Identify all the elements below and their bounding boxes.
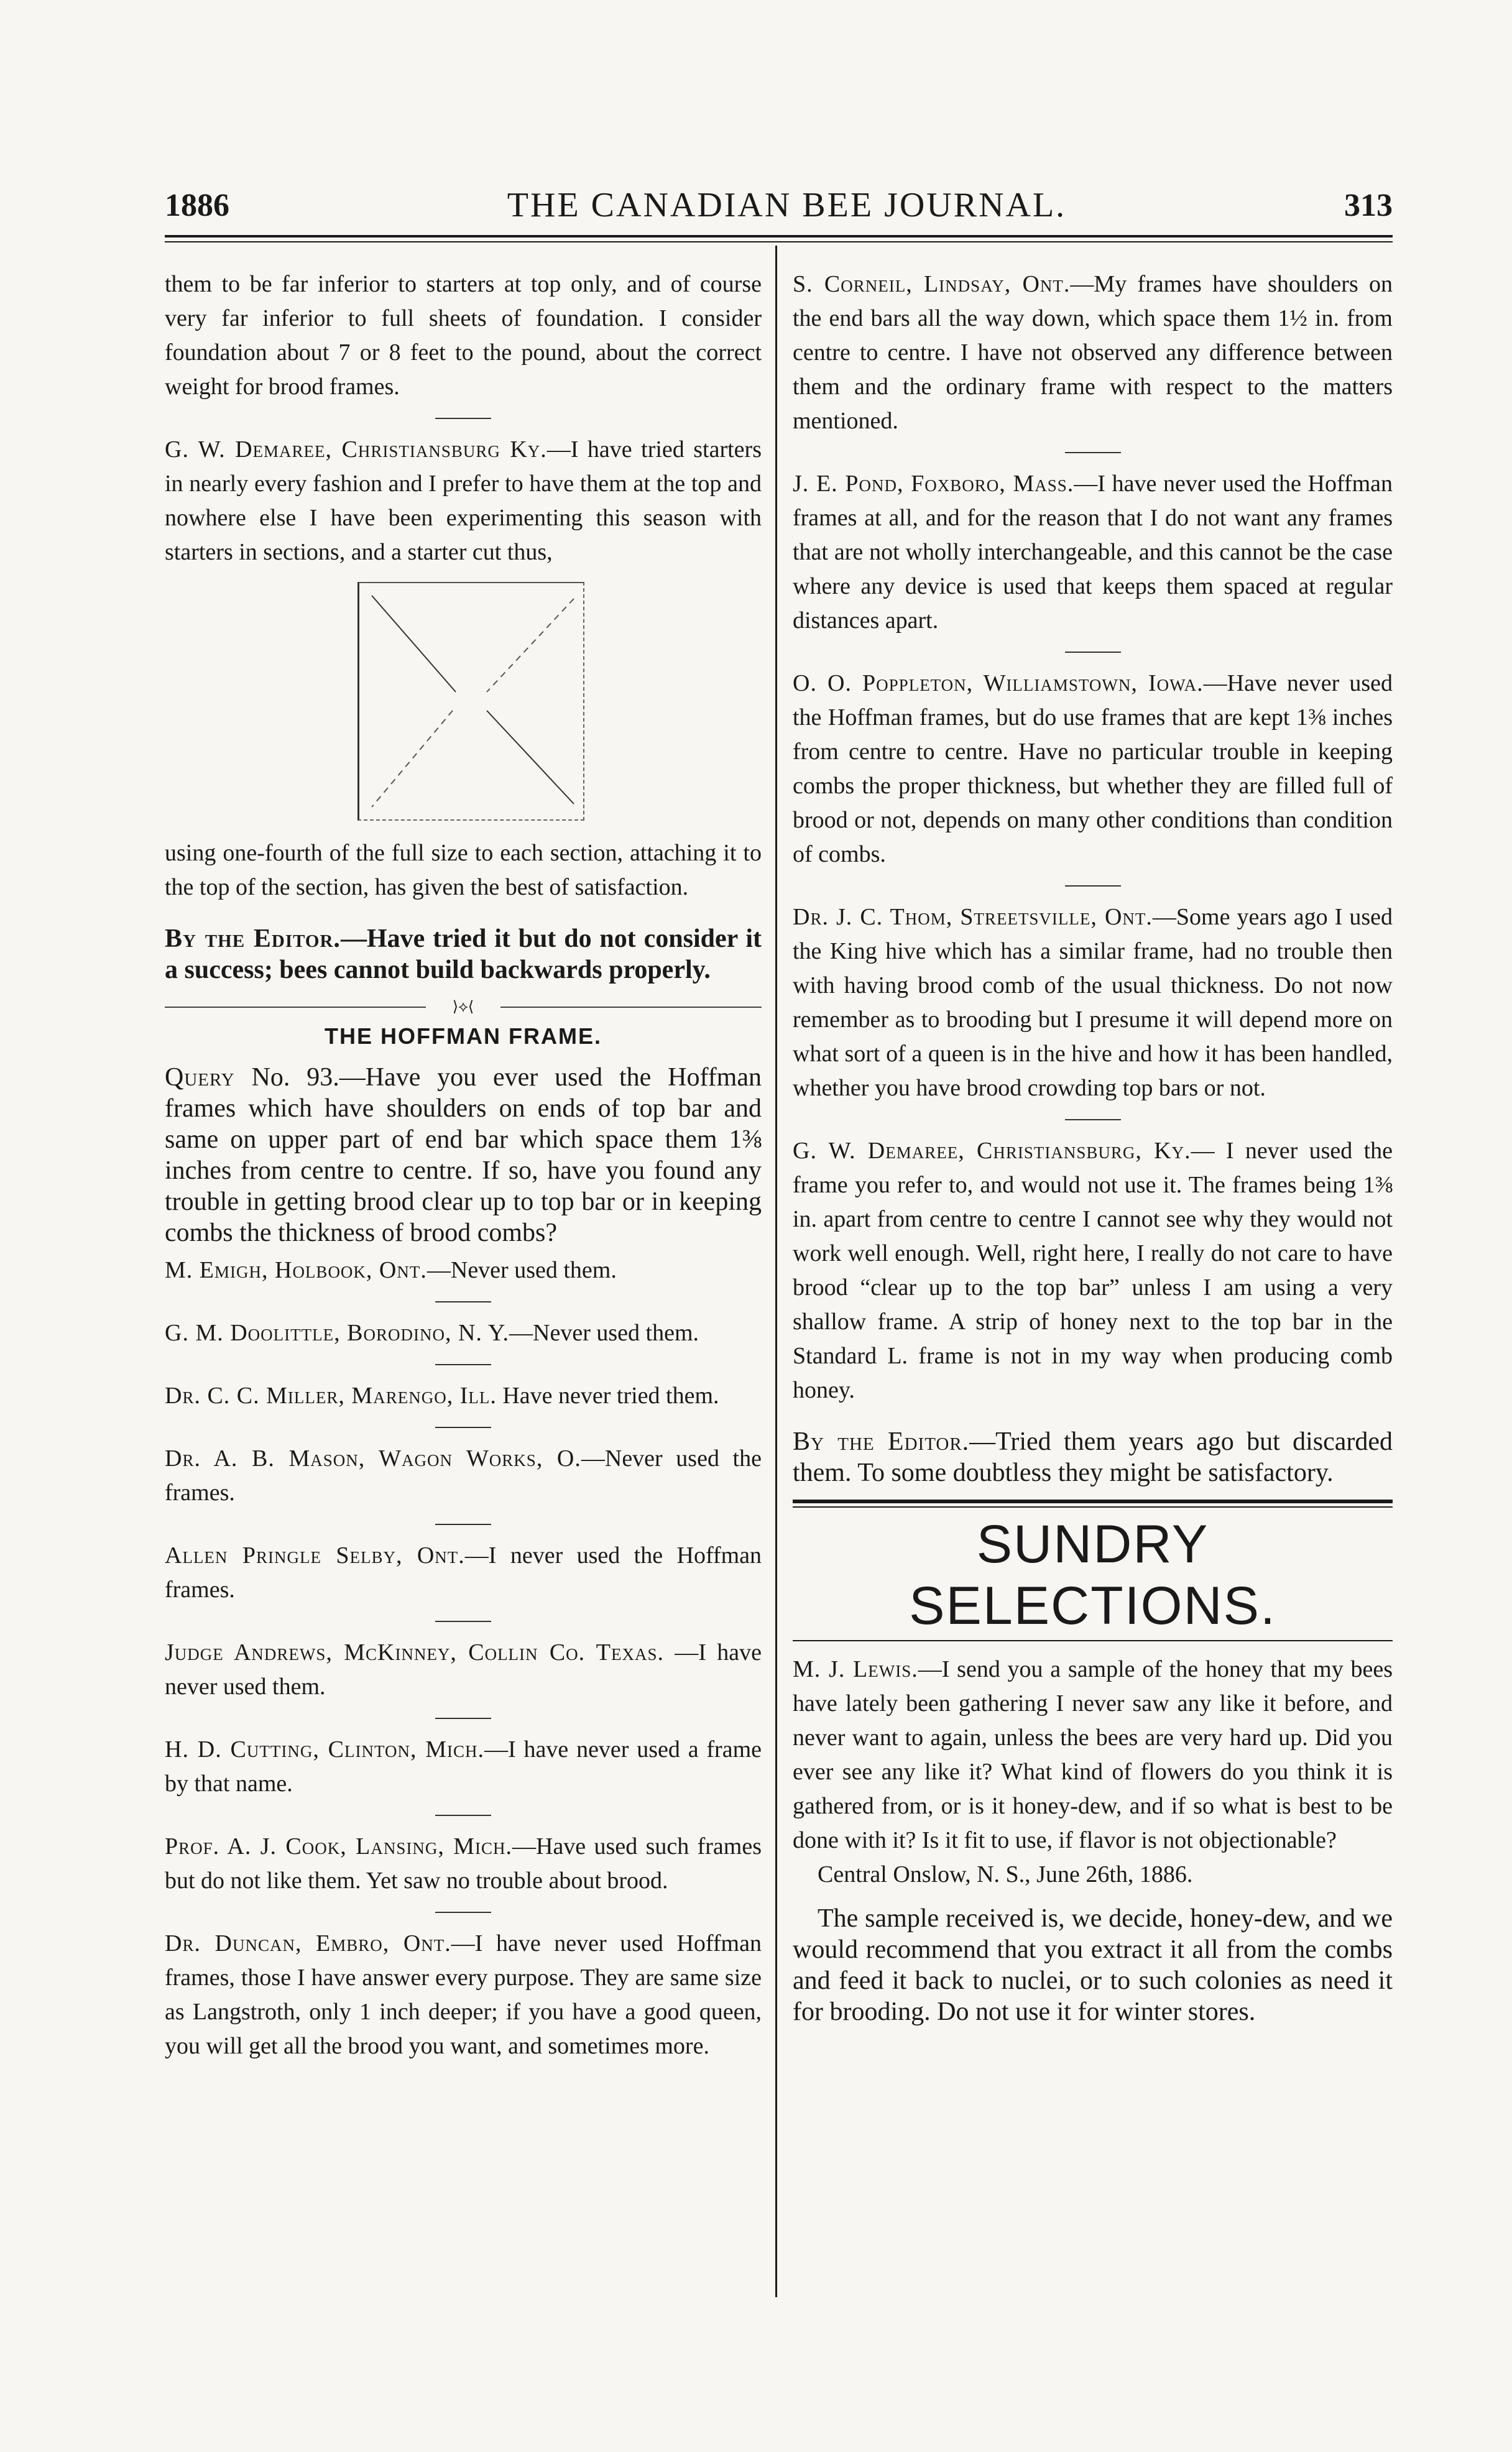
header-rule-thin (165, 241, 1393, 242)
sundry-rule-under (793, 1640, 1393, 1641)
separator (1065, 885, 1121, 887)
respondent-name: Dr. Duncan, Embro, Ont. (165, 1930, 451, 1957)
editor-text: —Have tried it but do not consider it a success; bees cannot build backwards properly. (165, 924, 762, 984)
andrews-answer (165, 1636, 762, 1704)
emigh-answer (165, 1253, 762, 1288)
letter-text: —I send you a sample of the honey that my bees have lately been gathering I never saw any like it before, and never want to again, unless the bees are very hard up. Did you ever see any like it? What kind of flowers do you think it is gathered from, or is it honey-dew, and if so what is best to be done with it? Is it fit to use, if flavor is not objectionable? (793, 1656, 1393, 1853)
sundry-selections-heading: SUNDRY SELECTIONS. (909, 1514, 1276, 1636)
respondent-text: —Have used such frames but do not like them. Yet saw no trouble about brood. (165, 1833, 762, 1894)
duncan-answer (165, 1927, 762, 2063)
after-figure-text: using one-fourth of the full size to each section, attaching it to the top of the section, has given the best of satisfaction. (165, 840, 762, 900)
mason-answer (165, 1442, 762, 1510)
respondent-name: S. Corneil, Lindsay, Ont. (793, 271, 1071, 297)
respondent-text: —I have never used them. (165, 1639, 762, 1700)
poppleton-answer (793, 666, 1393, 872)
journal-title: THE CANADIAN BEE JOURNAL. (507, 186, 1067, 224)
query-paragraph (165, 1062, 762, 1248)
respondent-name: J. E. Pond, Foxboro, Mass. (793, 471, 1074, 497)
editor-label: By the Editor. (165, 924, 341, 953)
letter-place-date: Central Onslow, N. S., June 26th, 1886. (818, 1861, 1193, 1887)
respondent-text: —I have never used the Hoffman frames at all, and for the reason that I do not want any frames that are not wholly interchangeable, and this cannot be the case where any device is used that keeps them spaced at regular distances apart. (793, 471, 1393, 634)
cutting-answer (165, 1733, 762, 1801)
separator (435, 1815, 491, 1816)
separator (435, 1364, 491, 1365)
editor-text: —Tried them years ago but discarded them. To some doubtless they might be satisfactory. (793, 1427, 1393, 1487)
right-column (793, 267, 1393, 2027)
respondent-name: Allen Pringle Selby, Ont. (165, 1542, 465, 1569)
separator (435, 1912, 491, 1913)
separator (435, 1621, 491, 1622)
editor-note-1 (165, 923, 762, 985)
respondent-name: Dr. A. B. Mason, Wagon Works, O. (165, 1445, 581, 1472)
header-rule (165, 235, 1393, 237)
header-year: 1886 (165, 187, 229, 223)
ornament-center: ⟩⟡⟨ (452, 999, 474, 1015)
respondent-text: Have never tried them. (496, 1383, 719, 1409)
separator (435, 1718, 491, 1719)
page-header (165, 180, 1393, 230)
lewis-letter (793, 1652, 1393, 1858)
pond-answer (793, 467, 1393, 638)
thom-answer (793, 900, 1393, 1105)
respondent-text: —My frames have shoulders on the end bars all the way down, which space them 1½ in. from centre to centre. I have not observed any difference between them and the ordinary frame with respect to the matters mentioned. (793, 271, 1393, 434)
separator (1065, 1119, 1121, 1120)
respondent-name: Judge Andrews, McKinney, Collin Co. Texas. (165, 1639, 665, 1666)
respondent-name: H. D. Cutting, Clinton, Mich. (165, 1736, 485, 1763)
respondent-name: M. Emigh, Holbook, Ont. (165, 1257, 427, 1283)
section-ornament (165, 998, 762, 1016)
selby-answer (165, 1539, 762, 1607)
starter-cut-figure (359, 583, 583, 819)
respondent-text: —Some years ago I used the King hive which has a similar frame, had no trouble then with having brood comb of the usual thickness. Do not now remember as to brooding but I presume it will depend more on what sort of a queen is in the hive and how it has been handled, whether you have brood crowding top bars or not. (793, 904, 1393, 1101)
respondent-text: —Never used them. (426, 1257, 617, 1283)
correspondent-name: M. J. Lewis. (793, 1656, 918, 1682)
respondent-text: —I have never used a frame by that name. (165, 1736, 762, 1797)
separator (435, 1301, 491, 1302)
respondent-name: Dr. J. C. Thom, Streetsville, Ont. (793, 904, 1153, 930)
separator (435, 418, 491, 419)
respondent-text: —Never used the frames. (165, 1445, 762, 1506)
respondent-name: O. O. Poppleton, Williamstown, Iowa. (793, 670, 1204, 696)
respondent-name: Prof. A. J. Cook, Lansing, Mich. (165, 1833, 512, 1860)
respondent-text: —Never used them. (509, 1320, 699, 1346)
section-title: THE HOFFMAN FRAME. (325, 1023, 602, 1049)
editor-note-2 (793, 1426, 1393, 1488)
page-number: 313 (1344, 187, 1393, 223)
miller-answer (165, 1379, 762, 1413)
respondent-name: Dr. C. C. Miller, Marengo, Ill. (165, 1383, 497, 1409)
column-divider (775, 246, 777, 2297)
editor-label: By the Editor. (793, 1427, 970, 1456)
separator (435, 1524, 491, 1525)
corneil-answer (793, 267, 1393, 438)
continued-paragraph: them to be far inferior to starters at top only, and of course very far inferior to full sheets of foundation. I consider foundation about 7 or 8 feet to the pound, about the correct weight for brood frames. (165, 271, 762, 400)
separator (1065, 652, 1121, 653)
respondent-text: —I have never used Hoffman frames, those I have answer every purpose. They are same size as Langstroth, only 1 inch deeper; if you have a good queen, you will get all the brood you want, and sometimes more. (165, 1930, 762, 2059)
ornament-line-right (500, 1007, 762, 1008)
sundry-rule-thin (793, 1506, 1393, 1508)
doolittle-answer (165, 1316, 762, 1350)
respondent-name: G. W. Demaree, Christiansburg, Ky. (793, 1138, 1191, 1164)
starter-diagram (357, 582, 584, 821)
query-label: Query (165, 1063, 235, 1092)
respondent-text: —Have never used the Hoffman frames, but do use frames that are kept 1⅜ inches from centre to centre. Have no particular trouble in keeping combs the proper thickness, but whether they are filled full of brood or not, depends on many other conditions than condition of combs. (793, 670, 1393, 867)
demaree2-answer (793, 1134, 1393, 1408)
respondent-name: G. M. Doolittle, Borodino, N. Y. (165, 1320, 510, 1346)
editor-reply: The sample received is, we decide, honey-dew, and we would recommend that you extract it all from the combs and feed it back to nuclei, or to such colonies as need it for brooding. Do not use it for winter stores. (793, 1904, 1393, 2026)
sundry-rule-thick (793, 1500, 1393, 1503)
demaree-answer (165, 433, 762, 569)
respondent-text: — I never used the frame you refer to, and would not use it. The frames being 1⅜ in. apart from centre to centre I cannot see why they would not work well enough. Well, right here, I really do not care to have brood “clear up to the top bar” unless I am using a very shallow frame. A strip of honey next to the top bar in the Standard L. frame is not in my way when producing comb honey. (793, 1138, 1393, 1403)
left-column (165, 267, 762, 2063)
query-text: No. 93.—Have you ever used the Hoffman frames which have shoulders on ends of top bar and same on upper part of end bar which space them 1⅜ inches from centre to centre. If so, have you found any trouble in getting brood clear up to top bar or in keeping combs the thickness of brood combs? (165, 1063, 762, 1247)
separator (435, 1427, 491, 1428)
cook-answer (165, 1830, 762, 1898)
separator (1065, 452, 1121, 453)
respondent-name: G. W. Demaree, Christiansburg Ky. (165, 436, 547, 463)
respondent-text: —I have tried starters in nearly every fashion and I prefer to have them at the top and nowhere else I have been experimenting this season with starters in sections, and a starter cut thus, (165, 436, 762, 565)
ornament-line-left (165, 1007, 426, 1008)
respondent-text: —I never used the Hoffman frames. (165, 1542, 762, 1603)
